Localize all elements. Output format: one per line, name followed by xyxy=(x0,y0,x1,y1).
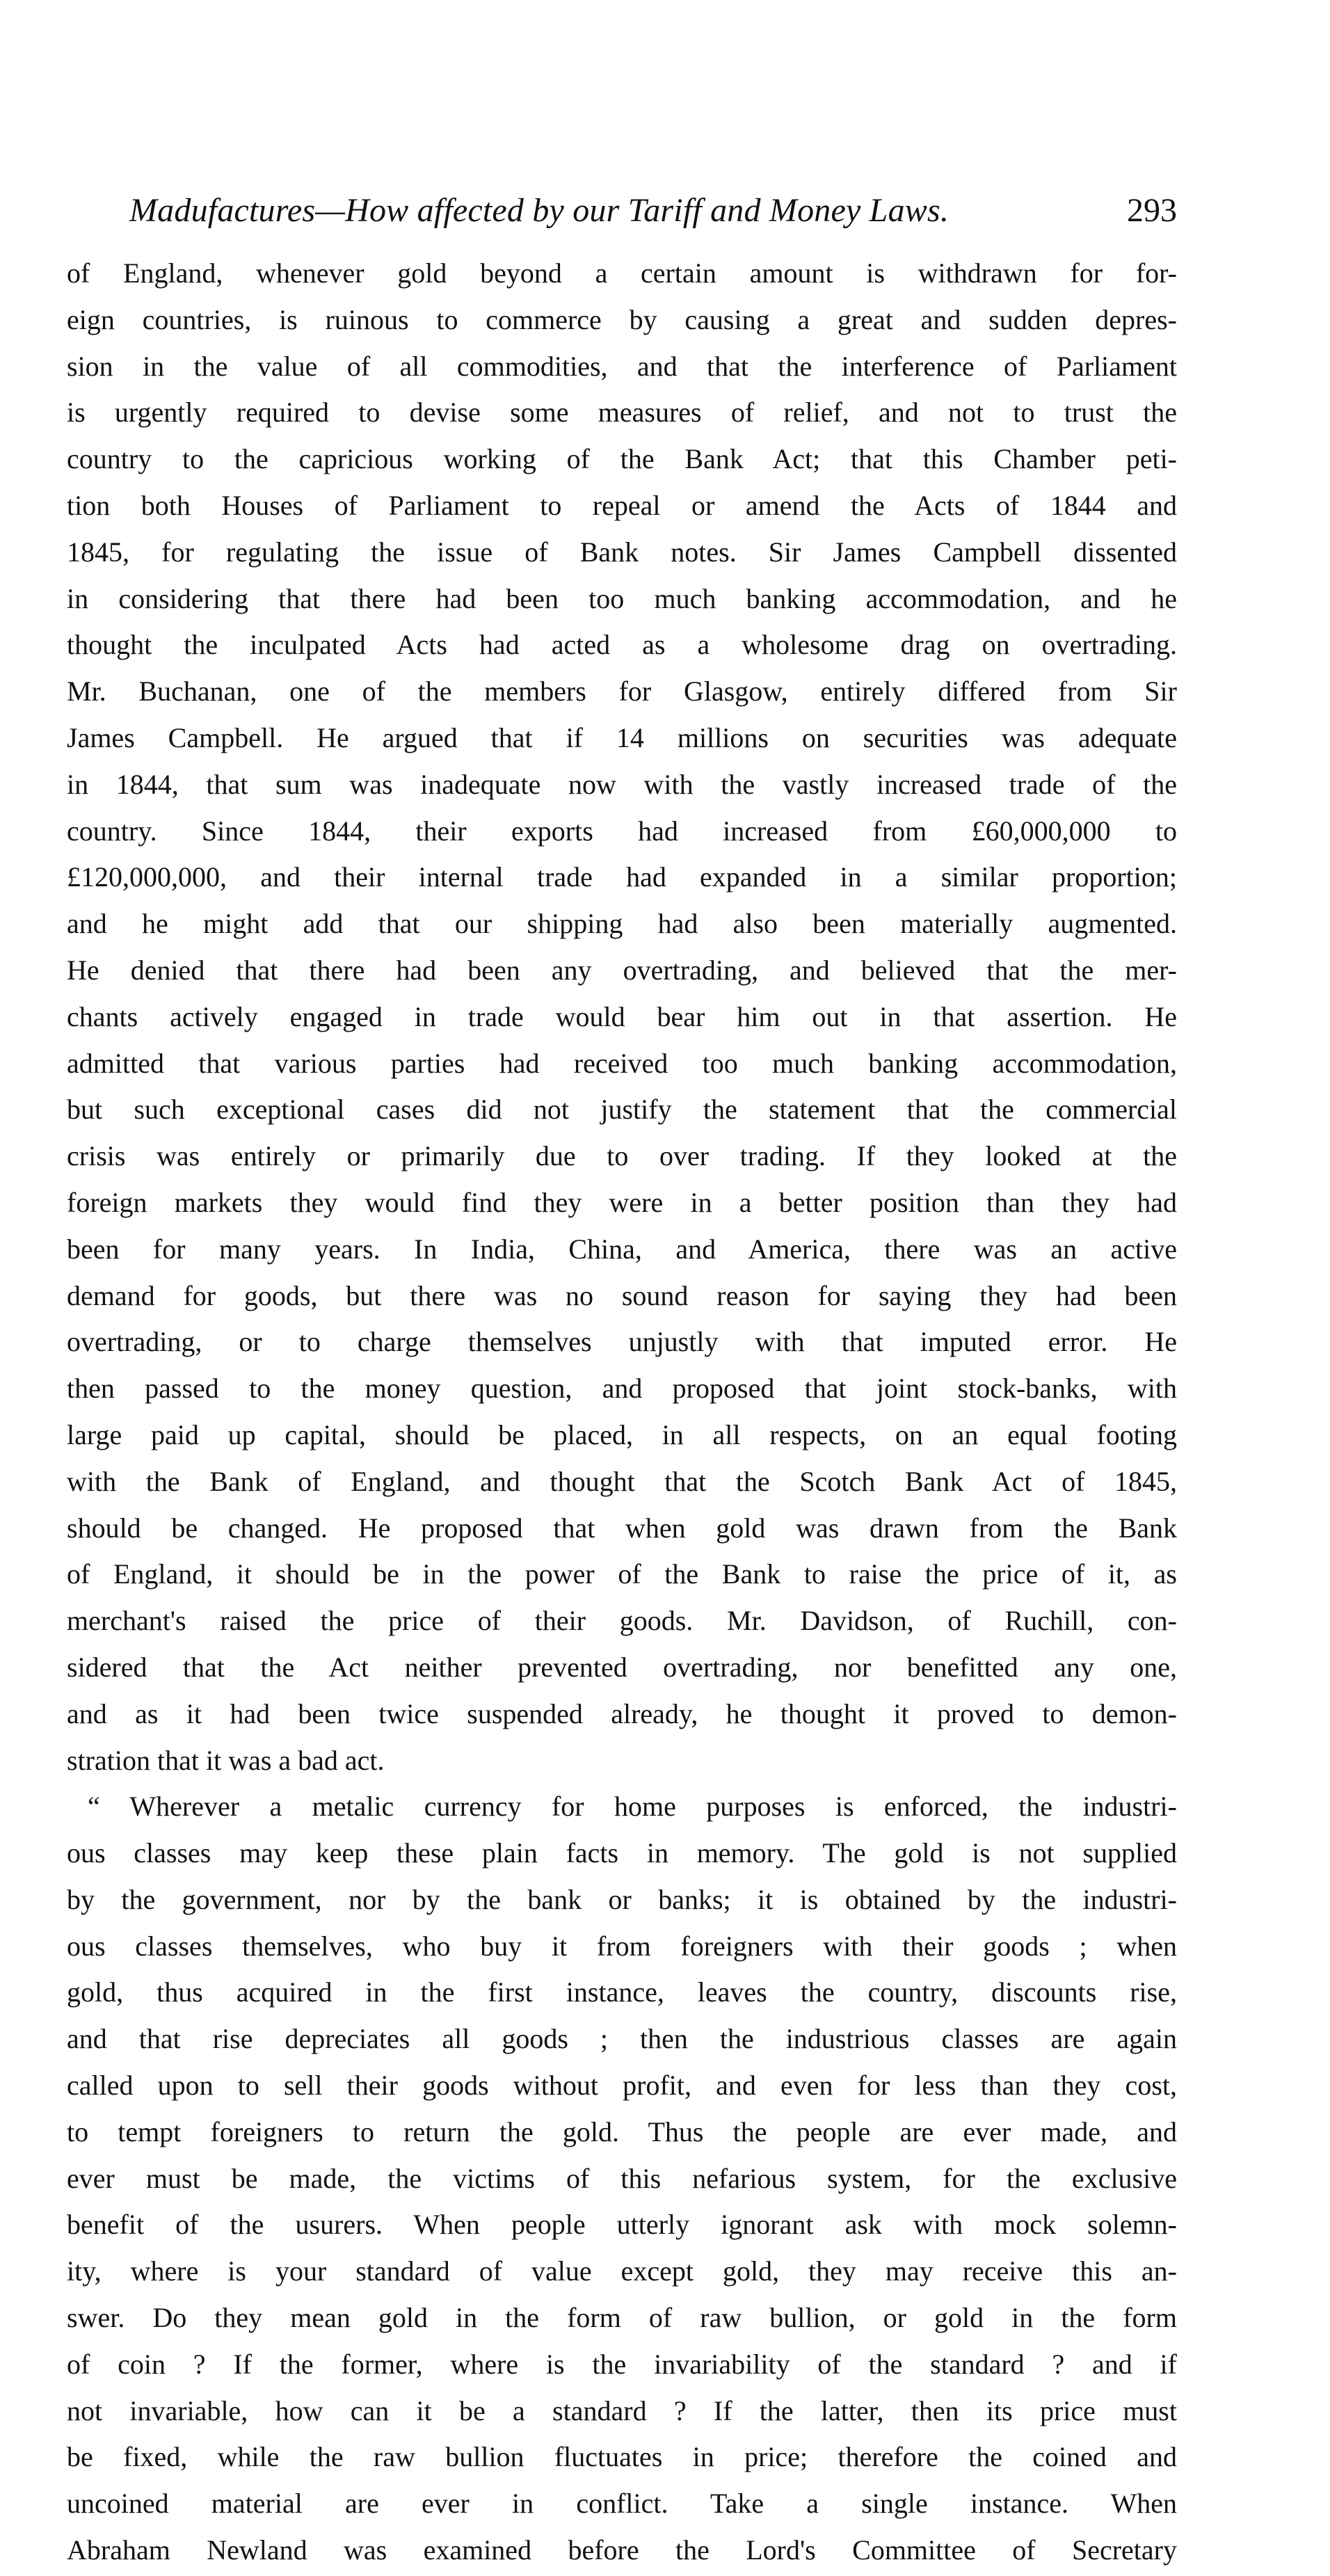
text-line: sidered that the Act neither prevented overtrading, nor benefitted any one, xyxy=(67,1651,1177,1683)
text-line: ous classes themselves, who buy it from foreigners with their goods ; when xyxy=(67,1930,1177,1962)
text-line: of coin ? If the former, where is the invariability of the standard ? and if xyxy=(67,2348,1177,2380)
text-line: large paid up capital, should be placed, in all respects, on an equal footing xyxy=(67,1418,1177,1450)
text-line: been for many years. In India, China, and America, there was an active xyxy=(67,1233,1177,1265)
text-line: should be changed. He proposed that when gold was drawn from the Bank xyxy=(67,1512,1177,1544)
text-line: then passed to the money question, and proposed that joint stock-banks, with xyxy=(67,1373,1177,1405)
text-line: admitted that various parties had received too much banking accommodation, xyxy=(67,1047,1177,1079)
body-text xyxy=(67,250,1177,2576)
text-line: Mr. Buchanan, one of the members for Glasgow, entirely differed from Sir xyxy=(67,675,1177,707)
running-head xyxy=(129,186,1177,235)
text-line: swer. Do they mean gold in the form of raw bullion, or gold in the form xyxy=(67,2302,1177,2334)
text-line: sion in the value of all commodities, and that the interference of Parliament xyxy=(67,350,1177,382)
text-line: is urgently required to devise some measures of relief, and not to trust the xyxy=(67,397,1177,429)
text-line: not invariable, how can it be a standard ? If the latter, then its price must xyxy=(67,2394,1177,2426)
text-line: to tempt foreigners to return the gold. Thus the people are ever made, and xyxy=(67,2115,1177,2147)
text-line: and that rise depreciates all goods ; then the industrious classes are again xyxy=(67,2023,1177,2055)
quote-first-line: “ Wherever a metalic currency for home purposes is enforced, the industri- xyxy=(88,1791,1177,1823)
text-line: ity, where is your standard of value except gold, they may receive this an- xyxy=(67,2255,1177,2287)
text-line: thought the inculpated Acts had acted as a wholesome drag on overtrading. xyxy=(67,629,1177,661)
text-line: £120,000,000, and their internal trade had expanded in a similar proportion; xyxy=(67,861,1177,893)
text-line: called upon to sell their goods without profit, and even for less than they cost, xyxy=(67,2070,1177,2102)
text-line: uncoined material are ever in conflict. Take a single instance. When xyxy=(67,2488,1177,2520)
text-line: and as it had been twice suspended already, he thought it proved to demon- xyxy=(67,1697,1177,1729)
text-line: demand for goods, but there was no sound reason for saying they had been xyxy=(67,1279,1177,1311)
text-line: ous classes may keep these plain facts in memory. The gold is not supplied xyxy=(67,1837,1177,1869)
text-line: James Campbell. He argued that if 14 millions on securities was adequate xyxy=(67,721,1177,753)
text-line: gold, thus acquired in the first instance, leaves the country, discounts rise, xyxy=(67,1976,1177,2008)
text-line: by the government, nor by the bank or banks; it is obtained by the industri- xyxy=(67,1883,1177,1915)
text-line: chants actively engaged in trade would bear him out in that assertion. He xyxy=(67,1000,1177,1032)
text-line: of England, it should be in the power of the Bank to raise the price of it, as xyxy=(67,1558,1177,1590)
text-line: in considering that there had been too much banking accommodation, and he xyxy=(67,582,1177,614)
text-line: ever must be made, the victims of this nefarious system, for the exclusive xyxy=(67,2162,1177,2194)
text-line: of England, whenever gold beyond a certain amount is withdrawn for for- xyxy=(67,257,1177,289)
text-line: but such exceptional cases did not justify the statement that the commercial xyxy=(67,1094,1177,1126)
text-line: be fixed, while the raw bullion fluctuates in price; therefore the coined and xyxy=(67,2441,1177,2473)
text-line: 1845, for regulating the issue of Bank notes. Sir James Campbell dissented xyxy=(67,536,1177,568)
text-line: eign countries, is ruinous to commerce by causing a great and sudden depres- xyxy=(67,303,1177,335)
text-line: foreign markets they would find they were in a better position than they had xyxy=(67,1186,1177,1218)
text-line: overtrading, or to charge themselves unjustly with that imputed error. He xyxy=(67,1326,1177,1358)
text-line: Abraham Newland was examined before the Lord's Committee of Secretary xyxy=(67,2534,1177,2566)
text-line: country to the capricious working of the Bank Act; that this Chamber peti- xyxy=(67,443,1177,475)
text-line: in 1844, that sum was inadequate now with the vastly increased trade of the xyxy=(67,768,1177,800)
paragraph-end-line: stration that it was a bad act. xyxy=(67,1744,385,1776)
text-line: tion both Houses of Parliament to repeal or amend the Acts of 1844 and xyxy=(67,489,1177,521)
page-number: 293 xyxy=(1127,192,1177,229)
text-line: and he might add that our shipping had also been materially augmented. xyxy=(67,908,1177,940)
text-line: benefit of the usurers. When people utterly ignorant ask with mock solemn- xyxy=(67,2209,1177,2241)
text-line: He denied that there had been any overtrading, and believed that the mer- xyxy=(67,954,1177,986)
text-line: crisis was entirely or primarily due to over trading. If they looked at the xyxy=(67,1140,1177,1172)
running-title: Madufactures—How affected by our Tariff and Money Laws. xyxy=(129,192,950,229)
text-line: with the Bank of England, and thought that the Scotch Bank Act of 1845, xyxy=(67,1465,1177,1497)
text-line: merchant's raised the price of their goods. Mr. Davidson, of Ruchill, con- xyxy=(67,1605,1177,1637)
text-line: country. Since 1844, their exports had increased from £60,000,000 to xyxy=(67,815,1177,847)
